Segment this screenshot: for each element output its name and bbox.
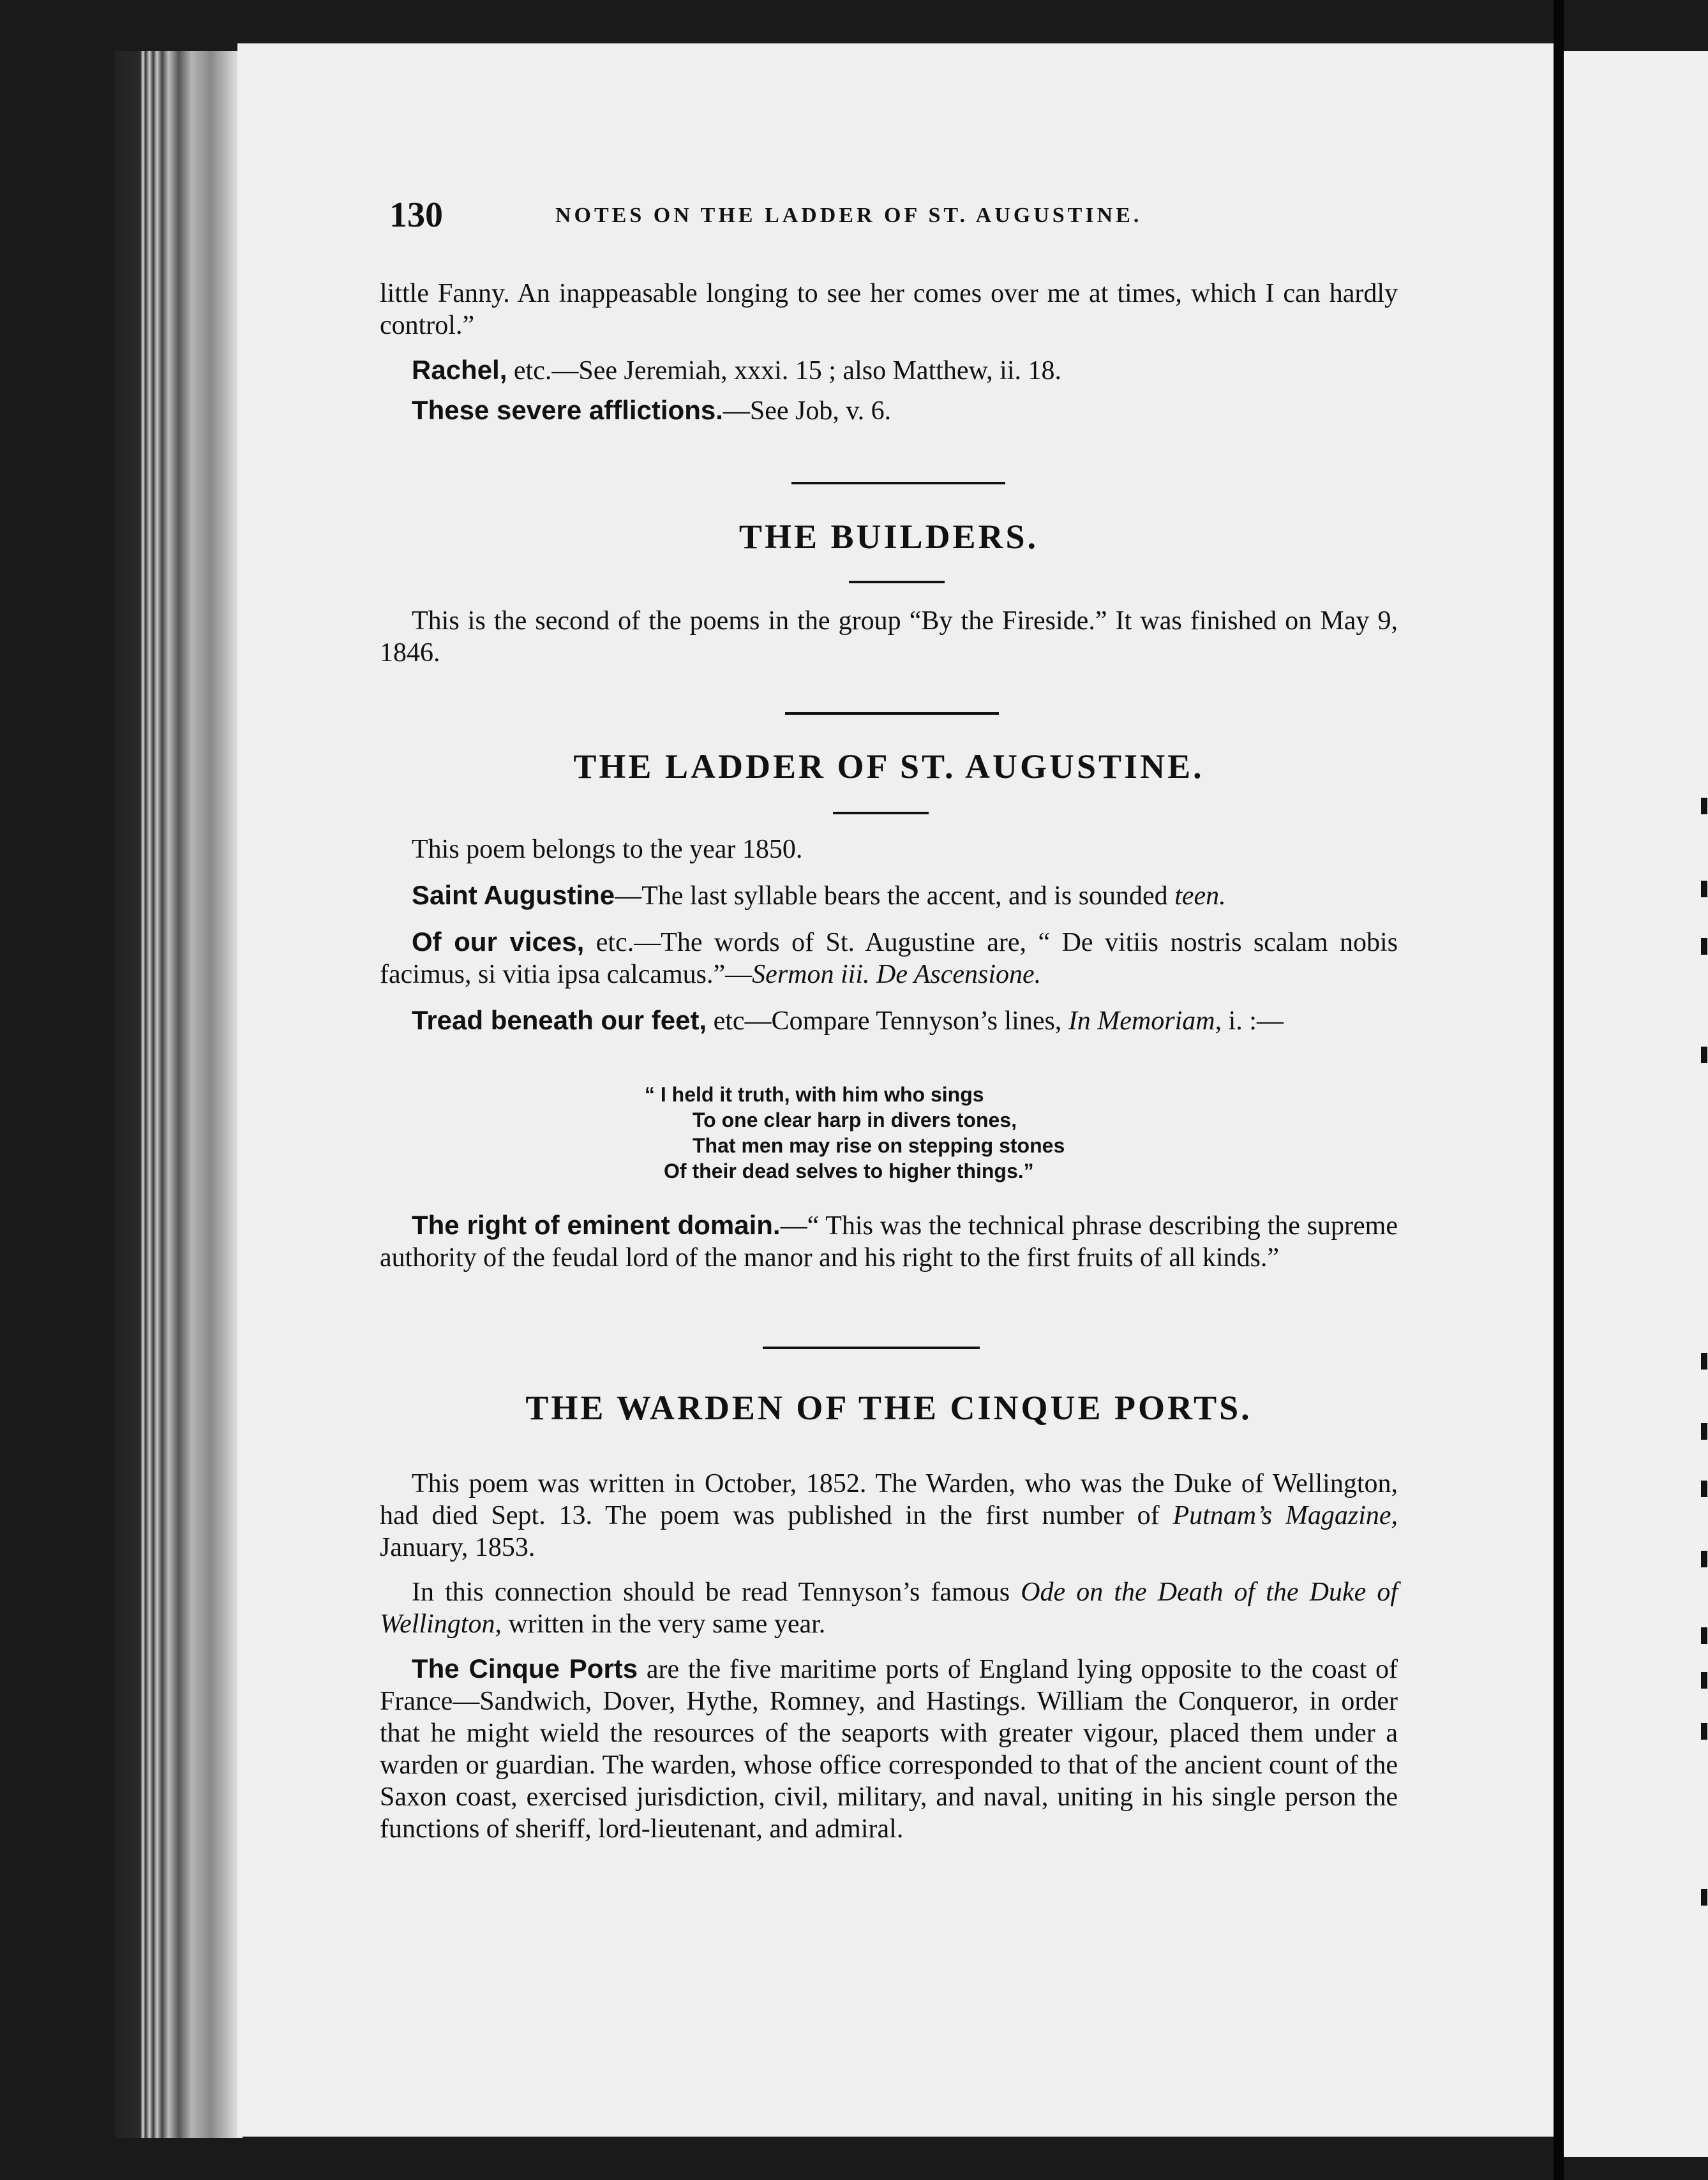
ladder-italic-3: Sermon iii. De Ascensione. [752,960,1042,989]
verse-line: Of their dead selves to higher things.” [664,1160,1034,1183]
warden-text-2b: written in the very same year. [501,1609,826,1639]
warden-italic-1: Putnam’s Magazine, [1172,1501,1398,1530]
section-rule [763,1347,980,1349]
builders-section [380,605,1398,669]
heading-underline [849,581,945,583]
ladder-heading: THE LADDER OF ST. AUGUSTINE. [573,747,1204,786]
ladder-keyword-3: Of our vices, [412,927,585,957]
warden-keyword-3: The Cinque Ports [412,1654,638,1684]
warden-text-2a: In this connection should be read Tennyson’s famous [412,1578,1021,1607]
intro-text-3: —See Job, v. 6. [723,396,892,426]
builders-paragraph: This is the second of the poems in the group “By the Fireside.” It was finished on May 9, 1846. [380,606,1398,668]
page-number: 130 [389,195,443,235]
warden-heading: THE WARDEN OF THE CINQUE PORTS. [525,1389,1252,1427]
ladder-keyword-4: Tread beneath our feet, [412,1005,707,1035]
ladder-text-3: etc.—The words of St. Augustine are, “ De vitiis nostris scalam nobis facimus, si vitia ipsa calcamus.”— [380,928,1398,989]
book-gutter [1554,0,1564,2180]
verse-line: That men may rise on stepping stones [693,1134,1065,1157]
running-head-title: NOTES ON THE LADDER OF ST. AUGUSTINE. [555,204,1142,227]
facing-page-edge [1564,51,1708,2157]
facing-page-text-fragments [1701,51,1708,2157]
ladder-paragraph-2 [380,879,1398,912]
heading-underline [833,812,929,814]
intro-paragraph-1: little Fanny. An inappeasable longing to see her comes over me at times, which I can hardly control.” [380,279,1398,340]
warden-text-1b: January, 1853. [380,1533,536,1562]
intro-section [380,278,1398,427]
ladder-text-2: —The last syllable bears the accent, and is sounded [615,881,1175,911]
section-rule [791,482,1005,484]
section-rule [785,712,999,715]
intro-paragraph-2 [380,354,1398,387]
ladder-italic-2: teen. [1174,881,1226,911]
ladder-text-4: etc—Compare Tennyson’s lines, [707,1006,1068,1036]
ladder-keyword-2: Saint Augustine [412,880,615,910]
warden-paragraph-3 [380,1653,1398,1845]
verse-line: To one clear harp in divers tones, [693,1109,1017,1131]
verse-line: “ I held it truth, with him who sings [645,1083,984,1106]
intro-text-2: etc.—See Jeremiah, xxxi. 15 ; also Matthew, ii. 18. [507,356,1061,385]
intro-keyword-2: Rachel, [412,355,507,385]
ladder-section [380,833,1398,1037]
ladder-paragraph-3 [380,926,1398,990]
ladder-paragraph-4 [380,1004,1398,1037]
eminent-domain-section [380,1209,1398,1274]
builders-heading: THE BUILDERS. [738,518,1039,556]
warden-paragraph-2 [380,1576,1398,1640]
warden-italic-2: Ode on the Death of the Duke of Wellington, [380,1578,1398,1639]
ladder-paragraph-1: This poem belongs to the year 1850. [412,835,803,864]
ladder-paragraph-5 [380,1209,1398,1274]
intro-paragraph-3 [380,394,1398,427]
book-page-edges [115,51,243,2138]
intro-keyword-3: These severe afflictions. [412,395,723,425]
tennyson-quotation [645,1082,1065,1184]
ladder-text-4-end: i. :— [1222,1006,1284,1036]
warden-section [380,1468,1398,1845]
warden-text-3: are the five maritime ports of England lying opposite to the coast of France—Sandwich, Dover, Hythe, Romney, and Hastings. William the Conqueror, in order that he might wield the resources of the seaports with greater vigour, placed them under a warden or guardian. The warden, whose office corresponded to that of the ancient count of the Saxon coast, exercised jurisdiction, civil, military, and naval, uniting in his single person the functions of sheriff, lord-lieutenant, and admiral. [380,1655,1398,1844]
ladder-keyword-5: The right of eminent domain. [412,1210,781,1240]
ladder-italic-4: In Memoriam, [1068,1006,1222,1036]
running-head [389,195,1232,233]
warden-paragraph-1 [380,1468,1398,1564]
warden-text-1a: This poem was written in October, 1852. The Warden, who was the Duke of Wellington, had died Sept. 13. The poem was published in the first number of [380,1469,1398,1530]
ladder-text-5: —“ This was the technical phrase describing the supreme authority of the feudal lord of the manor and his right to the first fruits of all kinds.” [380,1211,1398,1273]
